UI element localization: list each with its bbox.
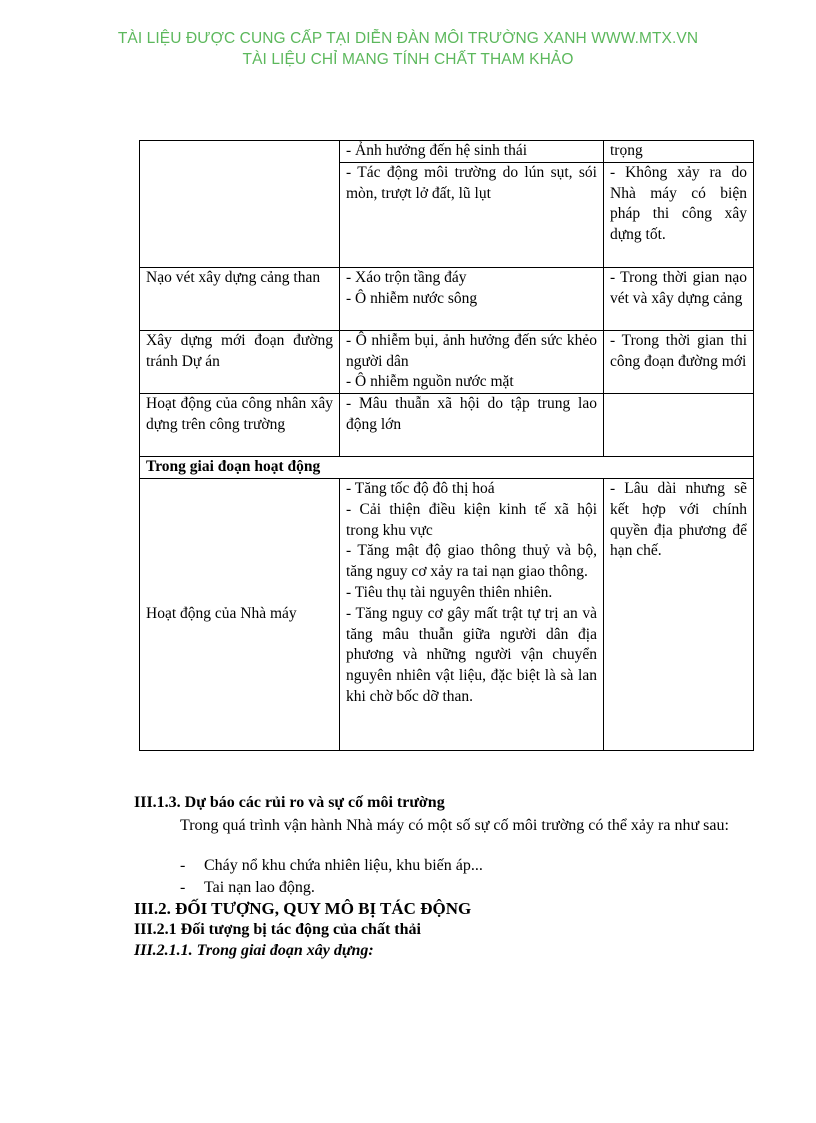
table-row: [140, 141, 754, 163]
activity-cell: Xây dựng mới đoạn đường tránh Dự án: [140, 330, 340, 393]
table-row: [140, 478, 754, 750]
table-row: [140, 267, 754, 330]
phase-row: [140, 457, 754, 479]
activity-cell: Nạo vét xây dựng cảng than: [140, 267, 340, 330]
note-cell: trọng: [604, 141, 754, 163]
note-cell: - Không xảy ra do Nhà máy có biện pháp thi công xây dựng tốt.: [604, 162, 754, 267]
impact-cell: - Ô nhiễm bụi, ảnh hưởng đến sức khẻo người dân - Ô nhiễm nguồn nước mặt: [340, 330, 604, 393]
bullet-marker: -: [180, 857, 186, 874]
page-header-watermark: [0, 28, 816, 70]
activity-cell: Hoạt động của Nhà máy: [140, 478, 340, 750]
header-line-source: TÀI LIỆU ĐƯỢC CUNG CẤP TẠI DIỄN ĐÀN MÔI TRƯỜNG XANH WWW.MTX.VN: [117, 30, 699, 47]
table-row: [140, 394, 754, 457]
impact-cell: - Ảnh hưởng đến hệ sinh thái: [340, 141, 604, 163]
bullet-text: Tai nạn lao động.: [204, 879, 315, 896]
impact-cell: - Mâu thuẫn xã hội do tập trung lao động lớn: [340, 394, 604, 457]
note-cell: [604, 394, 754, 457]
list-item: [134, 855, 816, 876]
section-heading-construction-phase: III.2.1.1. Trong giai đoạn xây dựng:: [134, 942, 374, 959]
paragraph-incidents: Trong quá trình vận hành Nhà máy có một số sự cố môi trường có thể xảy ra như sau:: [180, 817, 729, 834]
bullet-marker: -: [180, 879, 186, 896]
header-line-disclaimer: TÀI LIỆU CHỈ MANG TÍNH CHẤT THAM KHẢO: [242, 51, 574, 68]
impact-cell: - Xáo trộn tầng đáy - Ô nhiễm nước sông: [340, 267, 604, 330]
section-heading-affected-objects: III.2. ĐỐI TƯỢNG, QUY MÔ BỊ TÁC ĐỘNG: [134, 899, 472, 918]
bullet-text: Cháy nổ khu chứa nhiên liệu, khu biến áp...: [204, 857, 483, 874]
note-cell: - Trong thời gian nạo vét và xây dựng cảng: [604, 267, 754, 330]
section-heading-waste-targets: III.2.1 Đối tượng bị tác động của chất thải: [134, 921, 421, 938]
impact-cell: - Tác động môi trường do lún sụt, sói mòn, trượt lở đất, lũ lụt: [340, 162, 604, 267]
section-heading-risk-forecast: III.1.3. Dự báo các rủi ro và sự cố môi trường: [134, 794, 445, 811]
table-row: [140, 330, 754, 393]
impact-table: [139, 140, 754, 751]
impact-cell: - Tăng tốc độ đô thị hoá - Cải thiện điều kiện kinh tế xã hội trong khu vực - Tăng mật độ giao thông thuỷ và bộ, tăng nguy cơ xảy ra tai nạn giao thông. - Tiêu thụ tài nguyên thiên nhiên. - Tăng nguy cơ gây mất trật tự trị an và tăng mâu thuẫn giữa người dân địa phương và những người vận chuyển nguyên nhiên vật liệu, đặc biệt là sà lan khi chờ bốc dỡ than.: [340, 478, 604, 750]
activity-cell: Hoạt động của công nhân xây dựng trên công trường: [140, 394, 340, 457]
phase-label: Trong giai đoạn hoạt động: [140, 457, 754, 479]
note-cell: - Lâu dài nhưng sẽ kết hợp với chính quyền địa phương để hạn chế.: [604, 478, 754, 750]
activity-cell: [140, 141, 340, 268]
list-item: [134, 877, 816, 898]
note-cell: - Trong thời gian thi công đoạn đường mới: [604, 330, 754, 393]
